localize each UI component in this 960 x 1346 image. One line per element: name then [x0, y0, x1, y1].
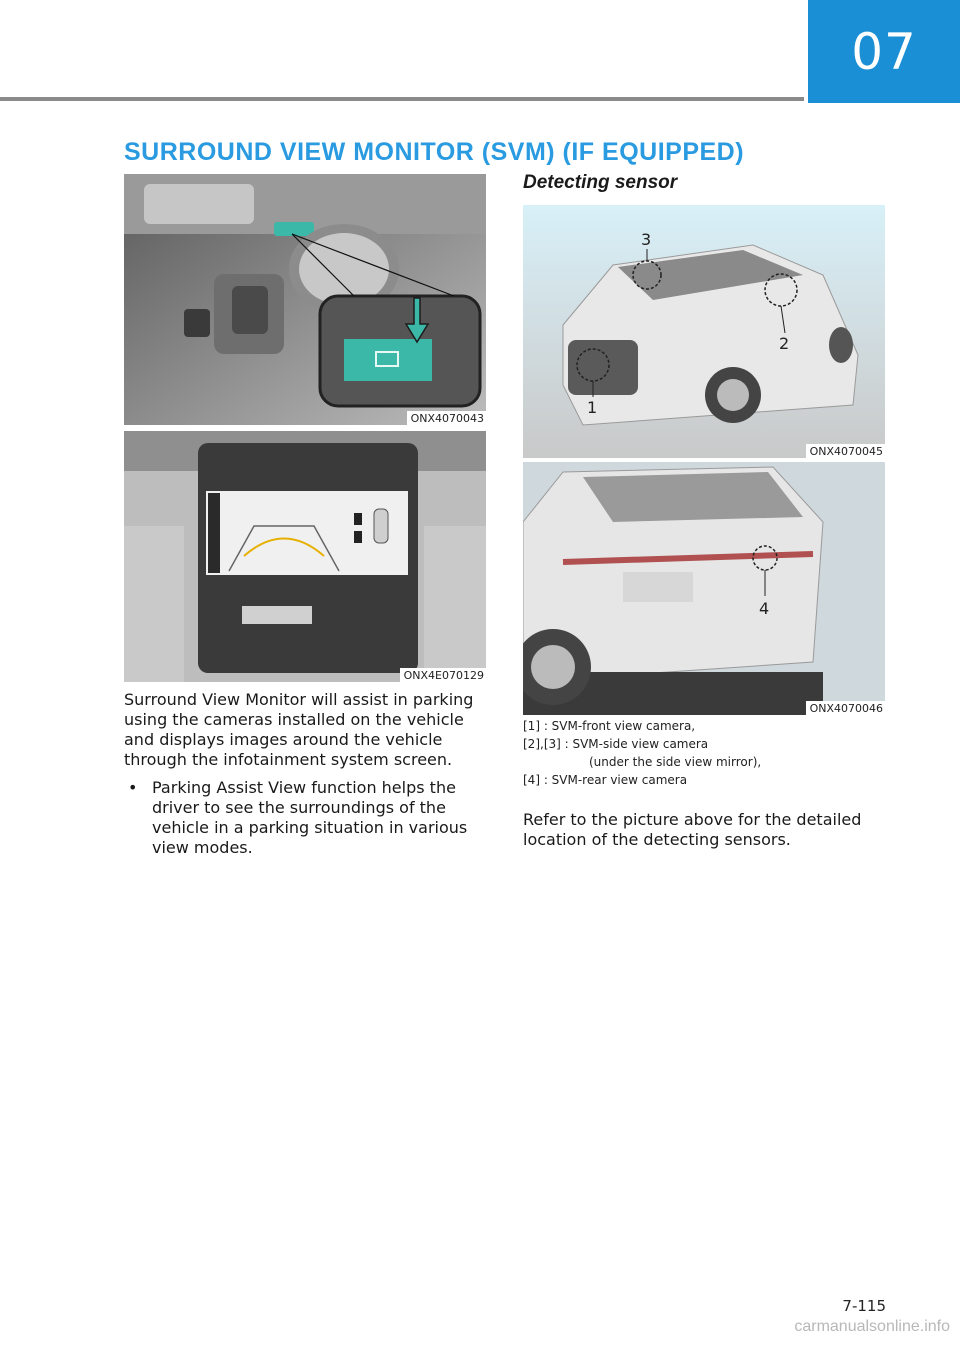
header-rule: [0, 97, 804, 101]
camera-legend: [523, 717, 885, 789]
figure-code: ONX4070046: [806, 701, 885, 715]
legend-line: [4] : SVM-rear view camera: [523, 773, 688, 787]
rear-car-illustration: [523, 462, 885, 715]
intro-paragraph: Surround View Monitor will assist in parking using the cameras installed on the vehicle and displays images around the vehicle through the infotainment system screen.: [124, 690, 474, 769]
callout-4: 4: [759, 599, 770, 618]
console-illustration: [124, 174, 486, 425]
figure-console-button: [124, 174, 486, 425]
detecting-sensor-heading: Detecting sensor: [523, 172, 678, 193]
left-column: [124, 690, 486, 858]
chapter-number: 07: [851, 22, 917, 81]
figure-code: ONX4E070129: [400, 668, 486, 682]
bullet-mark: •: [128, 778, 138, 797]
right-column-text: [523, 810, 885, 850]
legend-line: [2],[3] : SVM-side view camera: [523, 737, 709, 751]
callout-3: 3: [641, 230, 652, 249]
chapter-tab: [808, 0, 960, 103]
callout-1: 1: [587, 398, 598, 417]
figure-infotainment-screen: [124, 431, 486, 682]
figure-front-cameras: [523, 205, 885, 458]
detecting-sensor-paragraph: Refer to the picture above for the detailed location of the detecting sensors.: [523, 810, 862, 849]
figure-code: ONX4070045: [806, 444, 885, 458]
bullet-text: Parking Assist View function helps the driver to see the surroundings of the vehicle in a parking situation in various view modes.: [152, 778, 468, 857]
watermark: carmanualsonline.info: [794, 1318, 950, 1335]
figure-rear-camera: [523, 462, 885, 715]
legend-line: (under the side view mirror),: [589, 755, 762, 769]
legend-line: [1] : SVM-front view camera,: [523, 719, 696, 733]
infotainment-illustration: [124, 431, 486, 682]
front-car-illustration: [523, 205, 885, 458]
figure-code: ONX4070043: [407, 411, 486, 425]
page-number: 7-115: [842, 1297, 886, 1315]
bullet-item: [124, 778, 486, 858]
section-title: SURROUND VIEW MONITOR (SVM) (IF EQUIPPED): [124, 138, 745, 166]
callout-2: 2: [779, 334, 790, 353]
